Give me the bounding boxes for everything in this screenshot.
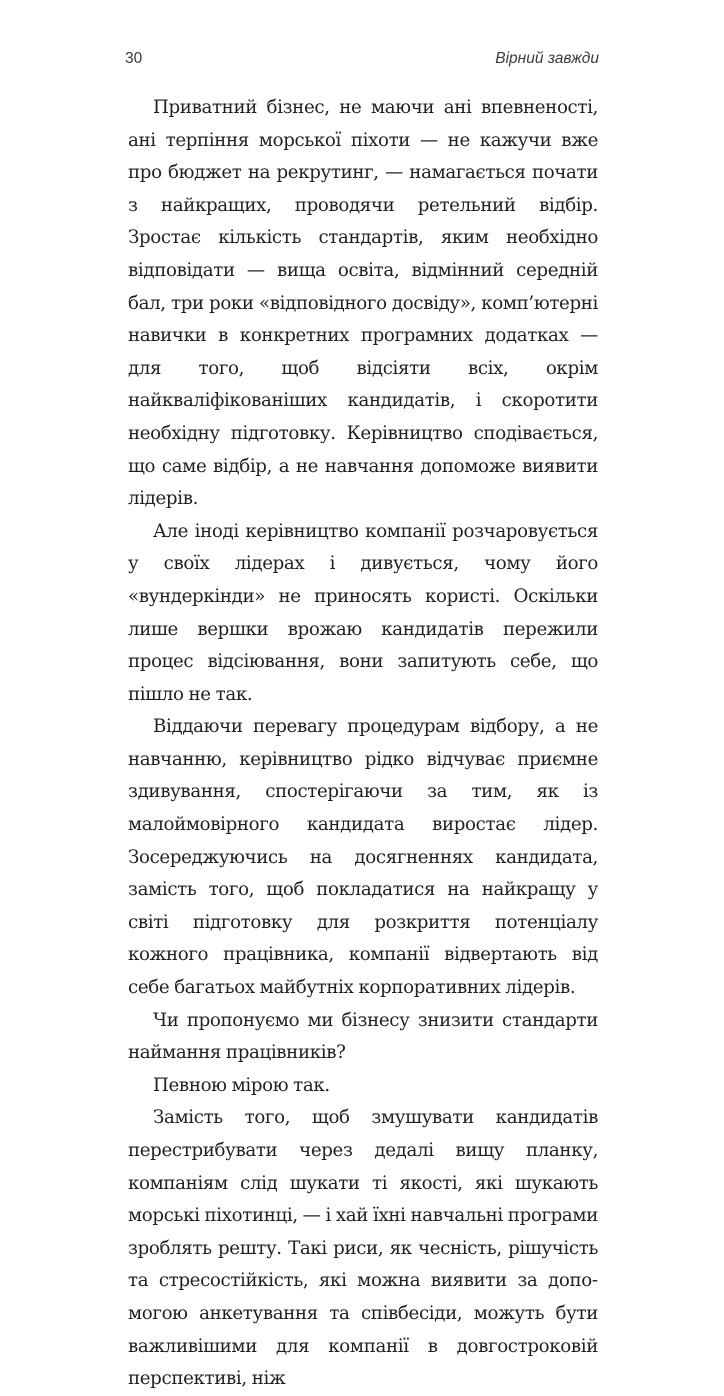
- running-title: Вірний завжди: [495, 50, 599, 67]
- body-text: [128, 92, 598, 1396]
- running-head: [125, 50, 599, 72]
- paragraph: Замість того, щоб змушувати кандидатів перестрибувати через дедалі вищу планку, компаніям слід шукати ті якості, які шукають морські піхотинці, — і хай їхні навчальні програми зроблять решту. Такі риси, як чесність, рішучість та стресостійкість, які можна виявити за допомогою анкетування та співбесіди, можуть бути важливішими для компанії в довгостроковій перспективі, ніж: [128, 1107, 598, 1390]
- paragraph: Приватний бізнес, не маючи ані впевненості, ані терпіння морської піхоти — не кажучи вже про бюджет на рекрутинг, — намагається почати з найкращих, проводячи ретельний відбір. Зростає кількість стандартів, яким необхідно відповідати — вища освіта, відмінний середній бал, три роки «відповідного досвіду», комп’ютерні навички в конкретних програмних додатках — для того, щоб відсіяти всіх, окрім найкваліфікованіших кандидатів, і скоротити необхідну підготовку. Керівництво сподівається, що саме відбір, а не навчання допоможе виявити лідерів.: [128, 97, 598, 510]
- paragraph: Але іноді керівництво компанії розчаровується у своїх лідерах і дивується, чому його «вундеркінди» не приносять користі. Оскільки лише вершки врожаю кандидатів пережили процес відсіювання, вони запитують себе, що пішло не так.: [128, 520, 598, 705]
- paragraph: Віддаючи перевагу процедурам відбору, а не навчанню, керівництво рідко відчуває приємне здивування, спостерігаючи за тим, як із малоймовірного кандидата виростає лідер. Зосереджуючись на досягненнях кандидата, замість того, щоб покладатися на найкращу у світі підготовку для розкриття потенціалу кожного працівника, компанії відвертають від себе багатьох майбутніх корпоративних лідерів.: [128, 716, 598, 999]
- paragraph: Чи пропонуємо ми бізнесу знизити стандарти наймання працівників?: [128, 1009, 598, 1064]
- paragraph: Певною мірою так.: [153, 1074, 330, 1096]
- page-number: 30: [125, 50, 143, 67]
